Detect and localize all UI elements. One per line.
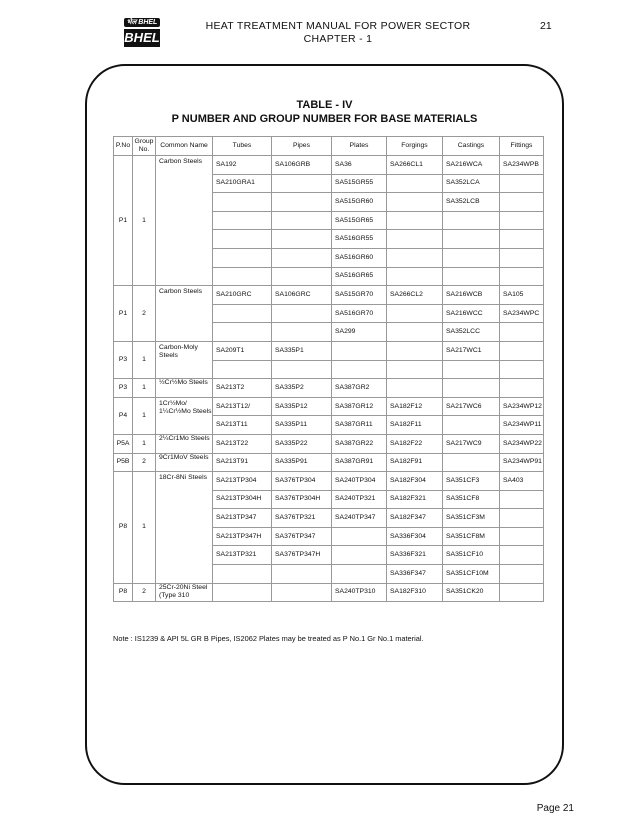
material-cell: SA106GRC xyxy=(272,286,332,305)
common-name-cell: ½Cr½Mo Steels xyxy=(156,379,213,398)
material-cell: SA335P12 xyxy=(272,397,332,416)
material-cell: SA216WCA xyxy=(443,156,500,175)
material-cell: SA182F321 xyxy=(387,490,443,509)
material-cell: SA515GR70 xyxy=(332,286,387,305)
material-cell xyxy=(500,230,544,249)
common-name-cell: 25Cr-20Ni Steel (Type 310 xyxy=(156,583,213,602)
page-footer: Page 21 xyxy=(536,803,574,814)
material-cell xyxy=(387,248,443,267)
material-cell: SA351CF8 xyxy=(443,490,500,509)
material-cell xyxy=(213,230,272,249)
material-cell xyxy=(213,360,272,379)
p-number-table xyxy=(113,136,544,602)
material-cell xyxy=(443,379,500,398)
material-cell xyxy=(387,360,443,379)
common-name-cell: Carbon Steels xyxy=(156,286,213,342)
material-cell: SA182F11 xyxy=(387,416,443,435)
material-cell: SA351CF8M xyxy=(443,527,500,546)
table-row xyxy=(114,453,544,472)
material-cell: SA216WCC xyxy=(443,304,500,323)
common-name-cell: 2¼Cr1Mo Steels xyxy=(156,434,213,453)
material-cell xyxy=(272,323,332,342)
common-name-cell: Carbon-Moly Steels xyxy=(156,341,213,378)
column-header-4: Pipes xyxy=(272,137,332,156)
column-header-7: Castings xyxy=(443,137,500,156)
material-cell: SA213T12/ xyxy=(213,397,272,416)
table-row xyxy=(114,286,544,305)
material-cell xyxy=(443,453,500,472)
material-cell: SA516GR65 xyxy=(332,267,387,286)
common-name-cell: Carbon Steels xyxy=(156,156,213,286)
group-number-cell: 2 xyxy=(133,453,156,472)
material-cell: SA182F304 xyxy=(387,472,443,491)
material-cell: SA213T91 xyxy=(213,453,272,472)
material-cell: SA376TP347H xyxy=(272,546,332,565)
column-header-8: Fittings xyxy=(500,137,544,156)
material-cell xyxy=(272,565,332,584)
material-cell: SA210GRA1 xyxy=(213,174,272,193)
material-cell xyxy=(213,323,272,342)
material-cell: SA515GR55 xyxy=(332,174,387,193)
material-cell xyxy=(272,174,332,193)
table-title: TABLE - IV xyxy=(296,99,353,111)
material-cell xyxy=(500,341,544,360)
material-cell xyxy=(387,267,443,286)
material-cell: SA213T22 xyxy=(213,434,272,453)
material-cell xyxy=(443,248,500,267)
material-cell: SA182F22 xyxy=(387,434,443,453)
material-cell: SA209T1 xyxy=(213,341,272,360)
header-chapter: CHAPTER - 1 xyxy=(303,33,373,45)
material-cell: SA182F91 xyxy=(387,453,443,472)
material-cell: SA213TP304H xyxy=(213,490,272,509)
material-cell xyxy=(443,360,500,379)
material-cell: SA182F310 xyxy=(387,583,443,602)
material-cell: SA266CL2 xyxy=(387,286,443,305)
material-cell: SA387GR22 xyxy=(332,434,387,453)
p-number-cell: P8 xyxy=(114,583,133,602)
material-cell xyxy=(387,379,443,398)
material-cell xyxy=(332,341,387,360)
material-cell xyxy=(500,527,544,546)
material-cell xyxy=(272,193,332,212)
material-cell: SA217WC6 xyxy=(443,397,500,416)
logo-top-text: भेल BHEL xyxy=(124,18,160,27)
material-cell xyxy=(272,583,332,602)
material-cell: SA516GR70 xyxy=(332,304,387,323)
material-cell xyxy=(272,360,332,379)
material-cell xyxy=(213,583,272,602)
group-number-cell: 1 xyxy=(133,397,156,434)
material-cell: SA351CF3 xyxy=(443,472,500,491)
material-cell: SA352LCB xyxy=(443,193,500,212)
material-cell xyxy=(387,304,443,323)
header-page-number: 21 xyxy=(540,20,552,32)
material-cell: SA335P91 xyxy=(272,453,332,472)
material-cell xyxy=(387,174,443,193)
material-cell: SA376TP304H xyxy=(272,490,332,509)
material-cell xyxy=(500,248,544,267)
material-cell: SA234WPB xyxy=(500,156,544,175)
material-cell: SA335P22 xyxy=(272,434,332,453)
table-header-row xyxy=(114,137,544,156)
material-cell: SA213T2 xyxy=(213,379,272,398)
table-body xyxy=(114,156,544,602)
column-header-1: Group No. xyxy=(133,137,156,156)
material-cell xyxy=(213,304,272,323)
material-cell: SA336F304 xyxy=(387,527,443,546)
material-cell: SA213TP304 xyxy=(213,472,272,491)
group-number-cell: 2 xyxy=(133,583,156,602)
header-title: HEAT TREATMENT MANUAL FOR POWER SECTOR xyxy=(205,20,471,32)
material-cell xyxy=(213,267,272,286)
material-cell: SA351CF10 xyxy=(443,546,500,565)
table-row xyxy=(114,379,544,398)
material-cell: SA106GRB xyxy=(272,156,332,175)
column-header-2: Common Name xyxy=(156,137,213,156)
material-cell xyxy=(500,211,544,230)
material-cell xyxy=(213,211,272,230)
p-number-cell: P3 xyxy=(114,379,133,398)
table-row xyxy=(114,434,544,453)
material-cell xyxy=(332,546,387,565)
material-cell: SA387GR12 xyxy=(332,397,387,416)
material-cell xyxy=(500,565,544,584)
material-cell: SA351CF10M xyxy=(443,565,500,584)
material-cell: SA234WP91 xyxy=(500,453,544,472)
material-cell: SA299 xyxy=(332,323,387,342)
material-cell xyxy=(213,565,272,584)
material-cell xyxy=(387,323,443,342)
material-cell: SA387GR2 xyxy=(332,379,387,398)
material-cell xyxy=(500,379,544,398)
material-cell xyxy=(500,583,544,602)
table-heading xyxy=(85,98,564,126)
material-cell: SA234WP12 xyxy=(500,397,544,416)
common-name-cell: 1Cr½Mo/ 1¼Cr½Mo Steels xyxy=(156,397,213,434)
material-cell xyxy=(332,527,387,546)
material-cell: SA266CL1 xyxy=(387,156,443,175)
material-cell xyxy=(387,211,443,230)
material-cell: SA335P2 xyxy=(272,379,332,398)
table-row xyxy=(114,397,544,416)
material-cell: SA387GR11 xyxy=(332,416,387,435)
material-cell xyxy=(500,323,544,342)
material-cell xyxy=(443,267,500,286)
material-cell: SA335P1 xyxy=(272,341,332,360)
material-cell: SA376TP347 xyxy=(272,527,332,546)
table-row xyxy=(114,583,544,602)
material-cell: SA240TP310 xyxy=(332,583,387,602)
company-logo xyxy=(124,18,160,48)
material-cell xyxy=(500,267,544,286)
group-number-cell: 2 xyxy=(133,286,156,342)
material-cell: SA240TP347 xyxy=(332,509,387,528)
material-cell xyxy=(272,248,332,267)
material-cell: SA516GR55 xyxy=(332,230,387,249)
material-cell: SA376TP304 xyxy=(272,472,332,491)
material-cell xyxy=(500,509,544,528)
material-cell xyxy=(387,341,443,360)
material-cell xyxy=(332,360,387,379)
material-cell: SA216WCB xyxy=(443,286,500,305)
material-cell xyxy=(443,416,500,435)
column-header-5: Plates xyxy=(332,137,387,156)
logo-main-text: BHEL xyxy=(124,30,160,45)
material-cell: SA240TP321 xyxy=(332,490,387,509)
p-number-cell: P3 xyxy=(114,341,133,378)
p-number-cell: P5A xyxy=(114,434,133,453)
material-cell: SA351CF3M xyxy=(443,509,500,528)
material-cell: SA182F12 xyxy=(387,397,443,416)
material-cell xyxy=(387,230,443,249)
group-number-cell: 1 xyxy=(133,341,156,378)
column-header-0: P.No xyxy=(114,137,133,156)
material-cell: SA213TP321 xyxy=(213,546,272,565)
common-name-cell: 9Cr1MoV Steels xyxy=(156,453,213,472)
column-header-3: Tubes xyxy=(213,137,272,156)
material-cell: SA335P11 xyxy=(272,416,332,435)
material-cell: SA516GR60 xyxy=(332,248,387,267)
common-name-cell: 18Cr-8Ni Steels xyxy=(156,472,213,584)
material-cell: SA213TP347 xyxy=(213,509,272,528)
p-number-cell: P8 xyxy=(114,472,133,584)
group-number-cell: 1 xyxy=(133,434,156,453)
material-cell: SA240TP304 xyxy=(332,472,387,491)
material-cell: SA234WPC xyxy=(500,304,544,323)
p-number-cell: P5B xyxy=(114,453,133,472)
material-cell: SA213TP347H xyxy=(213,527,272,546)
p-number-cell: P1 xyxy=(114,156,133,286)
material-cell: SA213T11 xyxy=(213,416,272,435)
material-cell xyxy=(443,230,500,249)
material-cell: SA376TP321 xyxy=(272,509,332,528)
material-cell: SA234WP22 xyxy=(500,434,544,453)
material-cell xyxy=(387,193,443,212)
group-number-cell: 1 xyxy=(133,156,156,286)
material-cell xyxy=(213,193,272,212)
material-cell xyxy=(272,211,332,230)
material-cell xyxy=(500,490,544,509)
column-header-6: Forgings xyxy=(387,137,443,156)
group-number-cell: 1 xyxy=(133,379,156,398)
material-cell xyxy=(332,565,387,584)
table-subtitle: P NUMBER AND GROUP NUMBER FOR BASE MATERIALS xyxy=(171,113,478,125)
material-cell: SA36 xyxy=(332,156,387,175)
material-cell xyxy=(272,304,332,323)
document-header xyxy=(188,20,488,46)
p-number-cell: P1 xyxy=(114,286,133,342)
material-cell xyxy=(272,230,332,249)
material-cell: SA515GR60 xyxy=(332,193,387,212)
material-cell: SA210GRC xyxy=(213,286,272,305)
material-cell xyxy=(272,267,332,286)
material-cell: SA387GR91 xyxy=(332,453,387,472)
table-note: Note : IS1239 & API 5L GR B Pipes, IS2062 Plates may be treated as P No.1 Gr No.1 material. xyxy=(113,634,424,643)
material-cell: SA351CK20 xyxy=(443,583,500,602)
p-number-cell: P4 xyxy=(114,397,133,434)
material-cell: SA403 xyxy=(500,472,544,491)
material-cell: SA336F347 xyxy=(387,565,443,584)
table-row xyxy=(114,472,544,491)
material-cell: SA105 xyxy=(500,286,544,305)
material-cell: SA192 xyxy=(213,156,272,175)
material-cell xyxy=(500,546,544,565)
material-cell xyxy=(500,174,544,193)
material-cell xyxy=(500,193,544,212)
material-cell: SA234WP11 xyxy=(500,416,544,435)
material-cell xyxy=(443,211,500,230)
material-cell: SA352LCC xyxy=(443,323,500,342)
material-cell xyxy=(213,248,272,267)
material-cell xyxy=(500,360,544,379)
table-row xyxy=(114,156,544,175)
material-cell: SA336F321 xyxy=(387,546,443,565)
material-cell: SA182F347 xyxy=(387,509,443,528)
material-cell: SA515GR65 xyxy=(332,211,387,230)
material-cell: SA217WC9 xyxy=(443,434,500,453)
table-row xyxy=(114,341,544,360)
group-number-cell: 1 xyxy=(133,472,156,584)
material-cell: SA217WC1 xyxy=(443,341,500,360)
material-cell: SA352LCA xyxy=(443,174,500,193)
